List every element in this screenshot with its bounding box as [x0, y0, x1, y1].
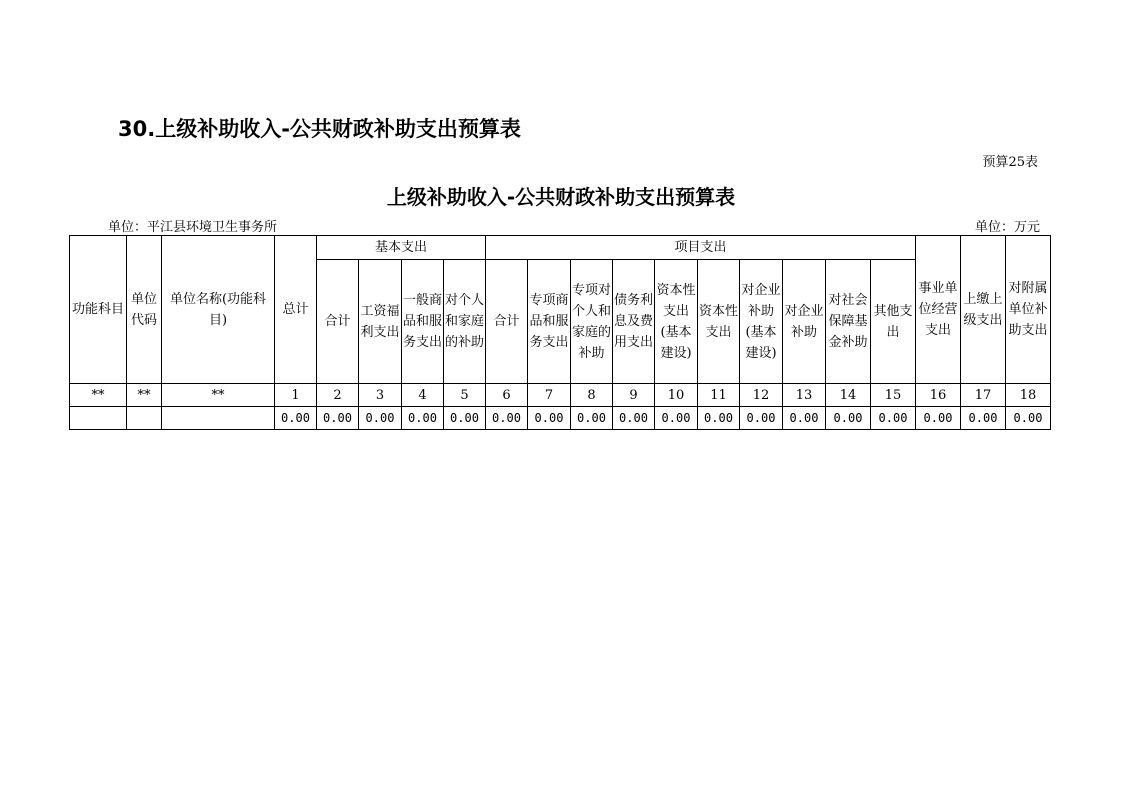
data-cell: 0.00 — [571, 407, 613, 430]
unit-name-label: 单位：平江县环境卫生事务所 — [108, 220, 278, 235]
index-cell: ** — [162, 384, 275, 407]
index-cell: 1 — [275, 384, 317, 407]
header-project-social-security: 对社会保障基金补助 — [826, 260, 871, 384]
index-cell: 9 — [613, 384, 655, 407]
currency-unit-label: 单位：万元 — [974, 220, 1040, 235]
data-cell: 0.00 — [826, 407, 871, 430]
header-business-expenditure: 事业单位经营支出 — [916, 236, 961, 384]
data-cell: 0.00 — [528, 407, 571, 430]
index-cell: 15 — [871, 384, 916, 407]
header-total: 总计 — [275, 236, 317, 384]
header-project-other: 其他支出 — [871, 260, 916, 384]
header-project-debt-interest: 债务利息及费用支出 — [613, 260, 655, 384]
index-cell: 13 — [783, 384, 826, 407]
data-cell: 0.00 — [961, 407, 1006, 430]
index-cell: 12 — [740, 384, 783, 407]
index-cell: 11 — [698, 384, 740, 407]
header-project-expenditure: 项目支出 — [486, 236, 916, 260]
data-cell — [127, 407, 162, 430]
header-unit-code: 单位代码 — [127, 236, 162, 384]
data-cell: 0.00 — [783, 407, 826, 430]
header-function-subject: 功能科目 — [70, 236, 127, 384]
header-basic-total: 合计 — [317, 260, 359, 384]
table-title: 上级补助收入-公共财政补助支出预算表 — [386, 185, 736, 209]
data-cell: 0.00 — [916, 407, 961, 430]
data-cell: 0.00 — [655, 407, 698, 430]
header-project-capital: 资本性支出 — [698, 260, 740, 384]
header-subsidiary-expenditure: 对附属单位补助支出 — [1006, 236, 1051, 384]
data-cell: 0.00 — [359, 407, 402, 430]
index-cell: 2 — [317, 384, 359, 407]
data-cell: 0.00 — [871, 407, 916, 430]
index-cell: ** — [70, 384, 127, 407]
data-row — [70, 407, 1051, 430]
header-unit-name: 单位名称(功能科目) — [162, 236, 275, 384]
index-cell: 18 — [1006, 384, 1051, 407]
data-cell: 0.00 — [1006, 407, 1051, 430]
index-cell: 4 — [402, 384, 444, 407]
data-cell: 0.00 — [317, 407, 359, 430]
section-title: 30.上级补助收入-公共财政补助支出预算表 — [118, 117, 521, 141]
header-basic-goods-services: 一般商品和服务支出 — [402, 260, 444, 384]
header-project-household-subsidy: 专项对个人和家庭的补助 — [571, 260, 613, 384]
data-cell: 0.00 — [275, 407, 317, 430]
column-index-row — [70, 384, 1051, 407]
header-turn-up-expenditure: 上缴上级支出 — [961, 236, 1006, 384]
header-project-enterprise-subsidy: 对企业补助 — [783, 260, 826, 384]
index-cell: 16 — [916, 384, 961, 407]
header-basic-household-subsidy: 对个人和家庭的补助 — [444, 260, 486, 384]
header-project-total: 合计 — [486, 260, 528, 384]
data-cell: 0.00 — [402, 407, 444, 430]
data-cell: 0.00 — [486, 407, 528, 430]
data-cell: 0.00 — [444, 407, 486, 430]
header-basic-expenditure: 基本支出 — [317, 236, 486, 260]
data-cell: 0.00 — [698, 407, 740, 430]
index-cell: 10 — [655, 384, 698, 407]
index-cell: 7 — [528, 384, 571, 407]
index-cell: 8 — [571, 384, 613, 407]
header-project-goods-services: 专项商品和服务支出 — [528, 260, 571, 384]
index-cell: 14 — [826, 384, 871, 407]
data-cell: 0.00 — [613, 407, 655, 430]
index-cell: 3 — [359, 384, 402, 407]
index-cell: 5 — [444, 384, 486, 407]
header-row-group — [70, 236, 1051, 260]
data-cell: 0.00 — [740, 407, 783, 430]
form-number: 预算25表 — [982, 155, 1038, 170]
header-project-capital-construction: 资本性支出(基本建设) — [655, 260, 698, 384]
index-cell: 17 — [961, 384, 1006, 407]
index-cell: 6 — [486, 384, 528, 407]
data-cell — [162, 407, 275, 430]
index-cell: ** — [127, 384, 162, 407]
budget-table — [69, 235, 1051, 430]
header-project-enterprise-construction: 对企业补助(基本建设) — [740, 260, 783, 384]
header-basic-wages: 工资福利支出 — [359, 260, 402, 384]
data-cell — [70, 407, 127, 430]
